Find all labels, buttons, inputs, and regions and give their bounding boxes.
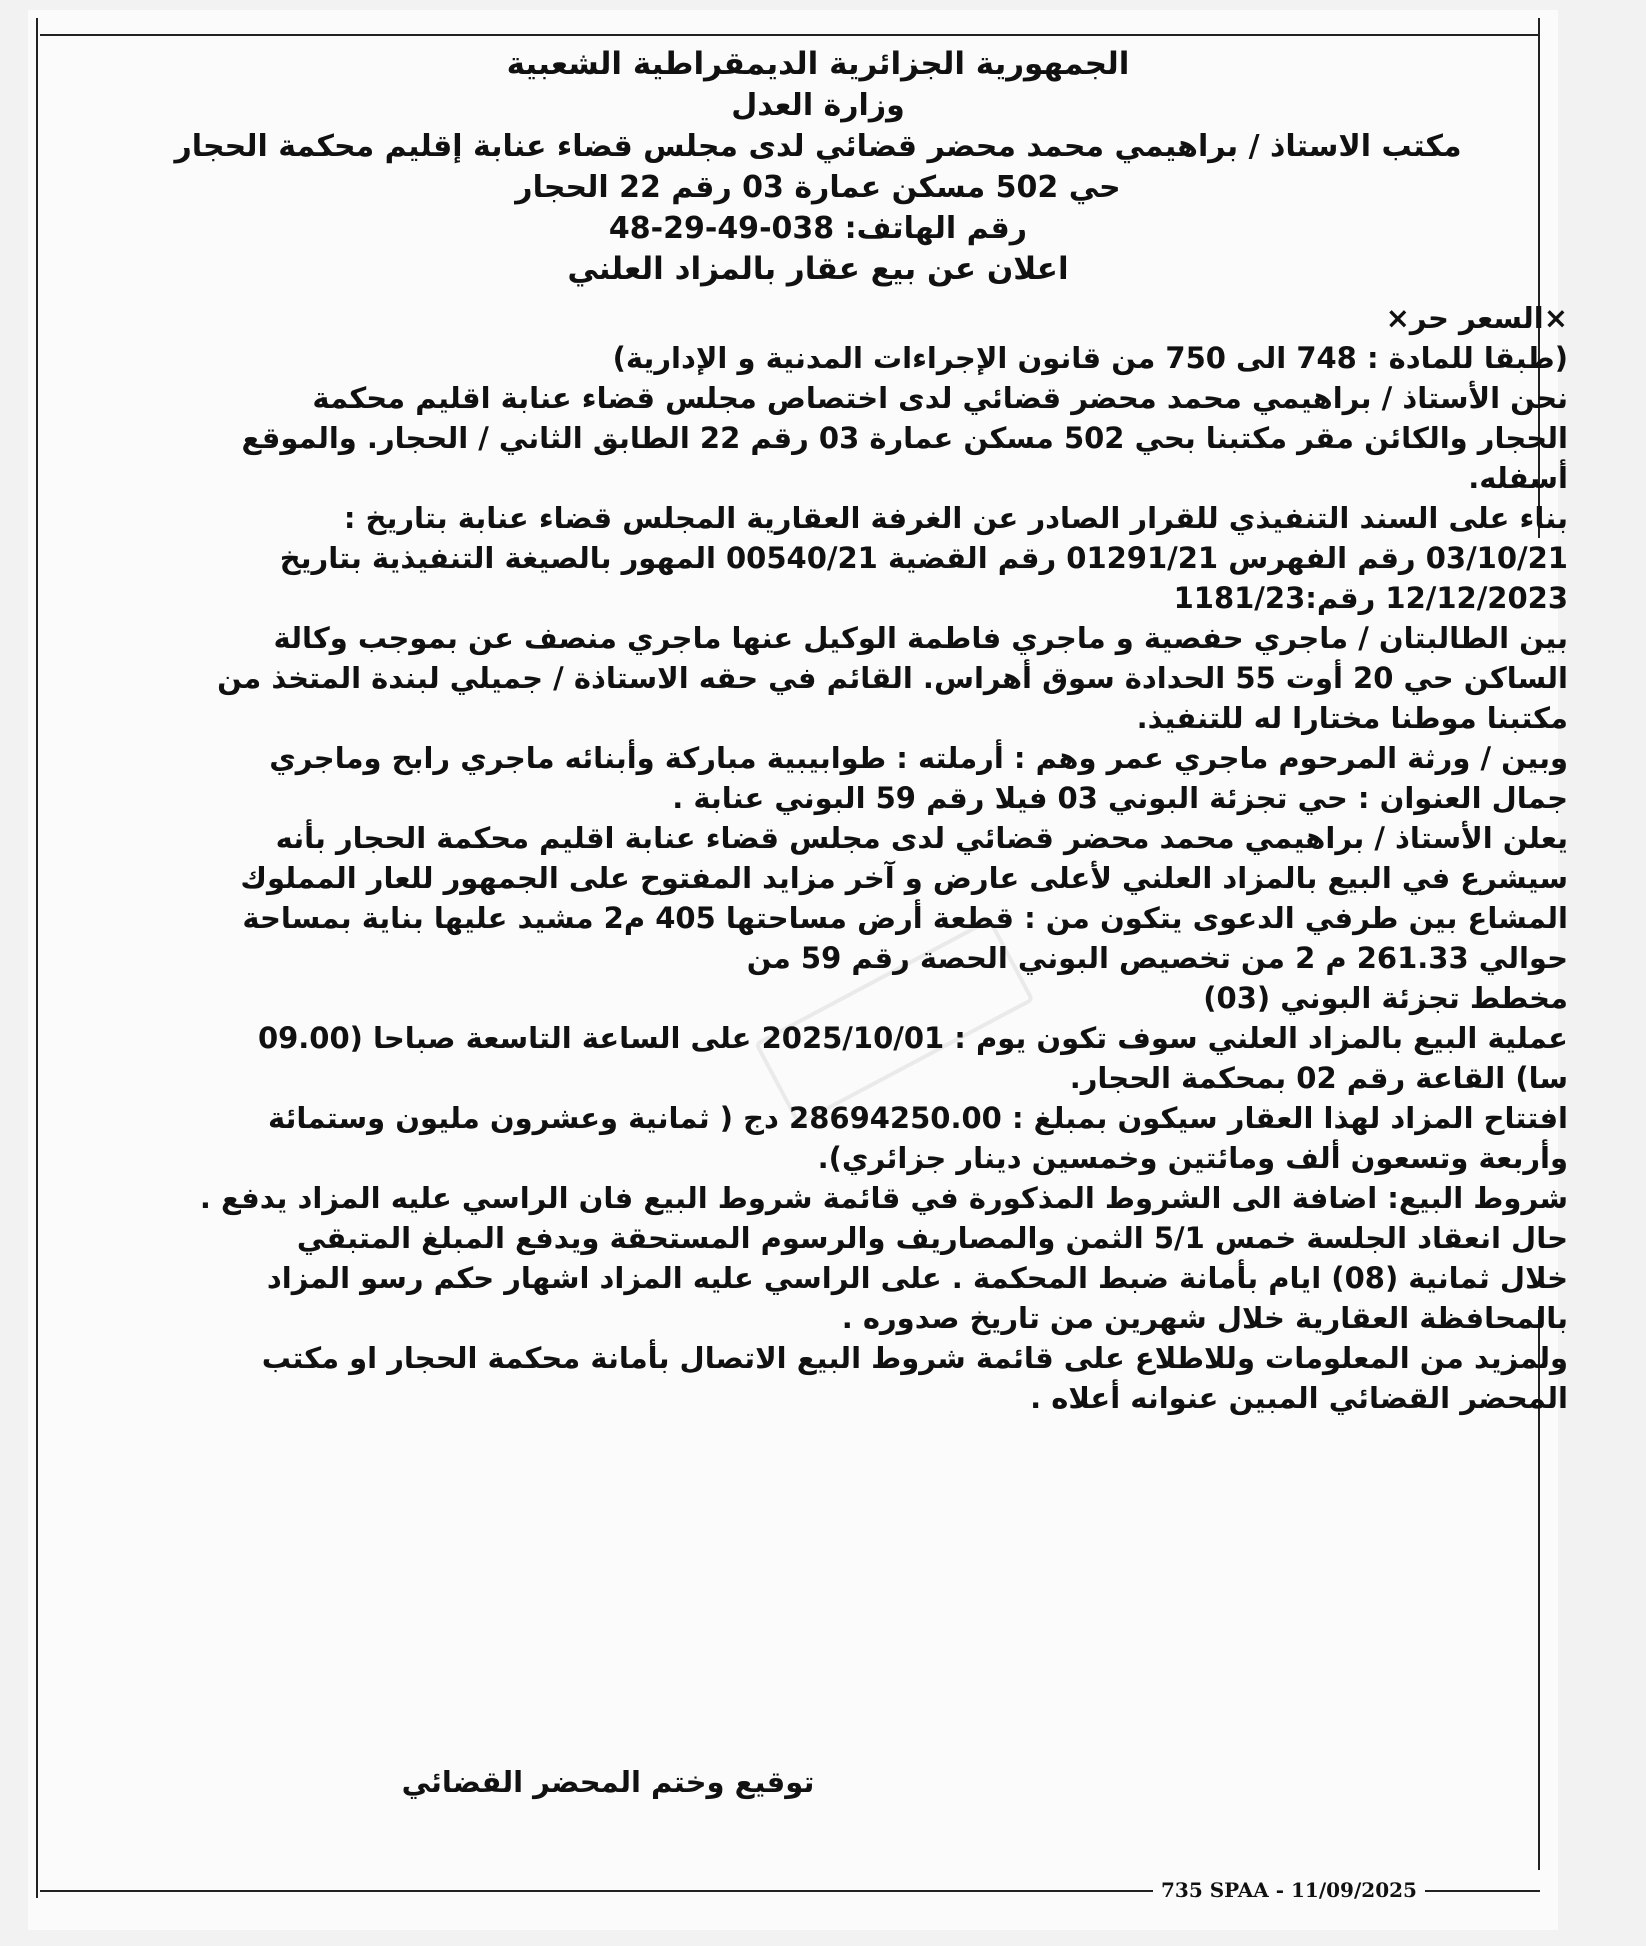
body-line: بين الطالبتان / ماجري حفصية و ماجري فاطمة الوكيل عنها ماجري منصف عن بموجب وكالة: [273, 621, 1568, 655]
body-line: الحجار والكائن مقر مكتبنا بحي 502 مسكن عمارة 03 رقم 22 الطابق الثاني / الحجار. والموقع: [241, 421, 1568, 455]
body-line: حوالي 261.33 م 2 من تخصيص البوني الحصة رقم 59 من: [746, 941, 1568, 975]
signature-line: توقيع وختم المحضر القضائي: [401, 1765, 815, 1799]
body-line: مخطط تجزئة البوني (03): [1203, 981, 1568, 1015]
footer-reference: 735 SPAA - 11/09/2025: [1153, 1878, 1425, 1902]
header-address: حي 502 مسكن عمارة 03 رقم 22 الحجار: [515, 170, 1121, 205]
page-left-rule: [36, 18, 38, 1898]
body-line: افتتاح المزاد لهذا العقار سيكون بمبلغ : 28694250.00 دج ( ثمانية وعشرون مليون وستمائة: [267, 1101, 1568, 1135]
body-line: بالمحافظة العقارية خلال شهرين من تاريخ صدوره .: [841, 1301, 1568, 1335]
body-line: يعلن الأستاذ / براهيمي محمد محضر قضائي لدى مجلس قضاء عنابة اقليم محكمة الحجار بأنه: [275, 821, 1568, 855]
body-line: سا) القاعة رقم 02 بمحكمة الحجار.: [1069, 1061, 1568, 1095]
body-line: وأربعة وتسعون ألف ومائتين وخمسين دينار جزائري).: [817, 1141, 1568, 1175]
body-line: المحضر القضائي المبين عنوانه أعلاه .: [1030, 1381, 1568, 1415]
body-line: وبين / ورثة المرحوم ماجري عمر وهم : أرملته : طوابيبية مباركة وأبنائه ماجري رابح وماجري: [269, 741, 1568, 775]
body-line: المشاع بين طرفي الدعوى يتكون من : قطعة أرض مساحتها 405 م2 مشيد عليها بناية بمساحة: [242, 901, 1568, 935]
body-line: 12/12/2023 رقم:1181/23: [1173, 581, 1568, 615]
header-republic: الجمهورية الجزائرية الديمقراطية الشعبية: [506, 46, 1130, 82]
body-line: عملية البيع بالمزاد العلني سوف تكون يوم : 2025/10/01 على الساعة التاسعة صباحا (09.00: [257, 1021, 1568, 1055]
body-line: حال انعقاد الجلسة خمس 5/1 الثمن والمصاريف والرسوم المستحقة ويدفع المبلغ المتبقي: [296, 1221, 1568, 1255]
body-line: ولمزيد من المعلومات وللاطلاع على قائمة شروط البيع الاتصال بأمانة محكمة الحجار او مكتب: [261, 1341, 1568, 1375]
body-line: بناء على السند التنفيذي للقرار الصادر عن الغرفة العقارية المجلس قضاء عنابة بتاريخ :: [343, 501, 1568, 535]
body-line: مكتبنا موطنا مختارا له للتنفيذ.: [1136, 701, 1568, 735]
body-line: خلال ثمانية (08) ايام بأمانة ضبط المحكمة . على الراسي عليه المزاد اشهار حكم رسو المزاد: [266, 1261, 1568, 1295]
notice-body: [68, 298, 1568, 1418]
body-line: 03/10/21 رقم الفهرس 01291/21 رقم القضية 00540/21 المهور بالصيغة التنفيذية بتاريخ: [279, 541, 1568, 575]
header-ministry: وزارة العدل: [731, 88, 905, 123]
body-line: جمال العنوان : حي تجزئة البوني 03 فيلا رقم 59 البوني عنابة .: [672, 781, 1568, 815]
body-line: نحن الأستاذ / براهيمي محمد محضر قضائي لدى اختصاص مجلس قضاء عنابة اقليم محكمة: [312, 381, 1568, 415]
newspaper-page: [28, 10, 1568, 1930]
header-title: اعلان عن بيع عقار بالمزاد العلني: [567, 251, 1069, 287]
body-line: الساكن حي 20 أوت 55 الحدادة سوق أهراس. القائم في حقه الاستاذة / جميلي لبندة المتخذ من: [217, 661, 1568, 695]
body-line: سيشرع في البيع بالمزاد العلني لأعلى عارض و آخر مزايد المفتوح على الجمهور للعار المملوك: [240, 861, 1568, 895]
body-line: ×السعر حر×: [1385, 301, 1568, 335]
header-office: مكتب الاستاذ / براهيمي محمد محضر قضائي لدى مجلس قضاء عنابة إقليم محكمة الحجار: [174, 129, 1462, 164]
auction-notice: [68, 38, 1568, 1418]
body-line: (طبقا للمادة : 748 الى 750 من قانون الإجراءات المدنية و الإدارية): [612, 341, 1568, 375]
notice-header: [68, 44, 1568, 290]
body-line: شروط البيع: اضافة الى الشروط المذكورة في قائمة شروط البيع فان الراسي عليه المزاد يدفع .: [199, 1181, 1568, 1215]
body-line: أسفله.: [1468, 461, 1568, 495]
header-phone: رقم الهاتف: 038-49-29-48: [608, 211, 1028, 246]
